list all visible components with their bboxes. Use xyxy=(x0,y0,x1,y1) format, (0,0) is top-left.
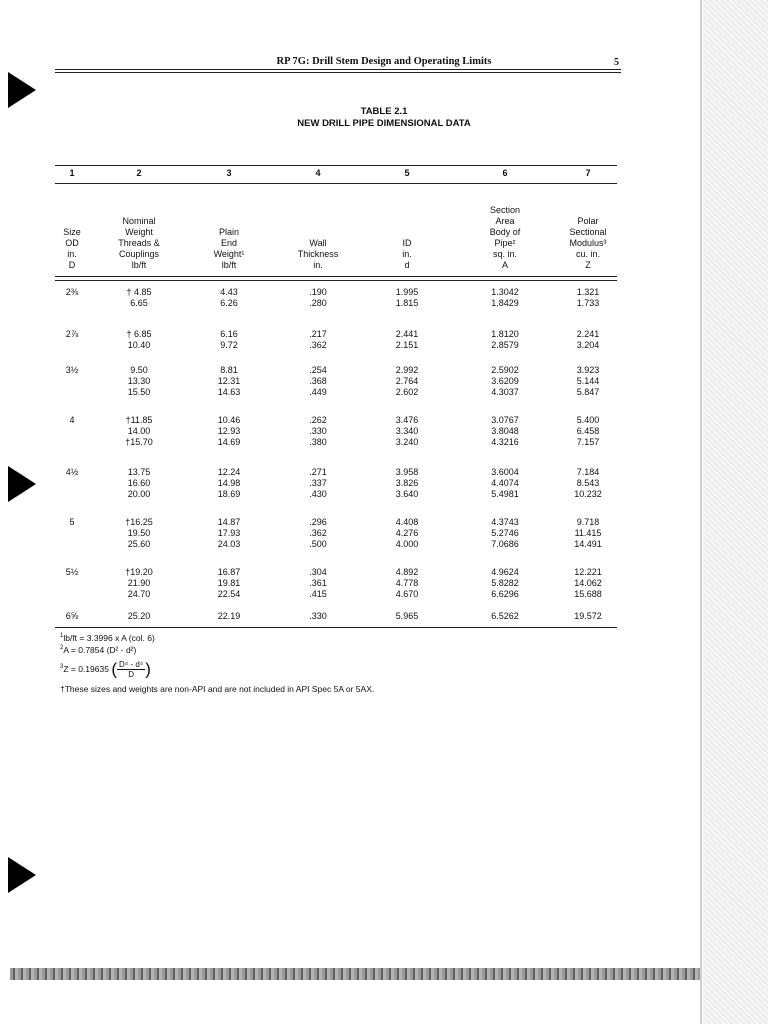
cell-value: .380 xyxy=(309,437,327,447)
header-line: Modulus³ xyxy=(569,238,607,248)
cell-value: 18.69 xyxy=(217,489,241,499)
cell-value: 14.98 xyxy=(217,478,241,488)
cell-value: 8.81 xyxy=(220,365,238,375)
cell-value: 12.24 xyxy=(217,467,241,477)
table-top-rule xyxy=(55,165,617,166)
formula-denominator: D xyxy=(128,670,134,679)
cell-plain-end-weight xyxy=(194,611,264,622)
cell-value: 6.458 xyxy=(576,426,600,436)
header-line: lb/ft xyxy=(221,260,237,270)
binder-hole-marker-bottom xyxy=(8,857,36,893)
cell-section-area xyxy=(465,517,545,550)
column-header-section-area xyxy=(465,195,545,271)
cell-value: † 6.85 xyxy=(126,329,152,339)
cell-value: .330 xyxy=(309,611,327,621)
cell-wall-thickness xyxy=(281,467,355,500)
cell-section-area xyxy=(465,611,545,622)
header-line: cu. in. xyxy=(575,249,600,259)
column-number-rule xyxy=(55,183,617,184)
cell-value: .262 xyxy=(309,415,327,425)
column-header-plain-end-weight xyxy=(194,195,264,271)
footnote-text: lb/ft = 3.3996 x A (col. 6) xyxy=(63,633,155,643)
cell-value: 7.184 xyxy=(576,467,600,477)
cell-value: 6.5262 xyxy=(491,611,519,621)
cell-size xyxy=(50,287,94,298)
cell-value: 4.3037 xyxy=(491,387,519,397)
header-bottom-rule xyxy=(55,276,617,277)
header-line: Wall xyxy=(309,238,327,248)
cell-value: 14.00 xyxy=(127,426,151,436)
header-line: in. xyxy=(313,260,323,270)
header-line: Weight¹ xyxy=(213,249,245,259)
cell-value: 2.8579 xyxy=(491,340,519,350)
cell-value: 4.9624 xyxy=(491,567,519,577)
cell-value: 1.8429 xyxy=(491,298,519,308)
cell-value: 12.31 xyxy=(217,376,241,386)
cell-value: 7.0686 xyxy=(491,539,519,549)
cell-value: 3½ xyxy=(65,365,79,375)
cell-value: .361 xyxy=(309,578,327,588)
cell-value: 6.26 xyxy=(220,298,238,308)
cell-value: .337 xyxy=(309,478,327,488)
cell-plain-end-weight xyxy=(194,415,264,448)
cell-id xyxy=(372,329,442,351)
header-line: lb/ft xyxy=(131,260,147,270)
cell-value: 4.000 xyxy=(395,539,419,549)
header-rule xyxy=(55,69,621,70)
cell-value: 22.54 xyxy=(217,589,241,599)
running-head: RP 7G: Drill Stem Design and Operating Limits xyxy=(276,56,492,67)
footnote-text: Z = 0.19635 xyxy=(63,663,109,674)
cell-section-area xyxy=(465,467,545,500)
cell-value: 11.415 xyxy=(574,528,602,538)
header-line: Couplings xyxy=(118,249,160,259)
cell-value: 8.543 xyxy=(576,478,600,488)
cell-plain-end-weight xyxy=(194,365,264,398)
cell-value: 4.408 xyxy=(395,517,419,527)
table-title xyxy=(0,106,768,130)
cell-value: †19.20 xyxy=(125,567,153,577)
formula-fraction xyxy=(117,660,145,679)
cell-value: .254 xyxy=(309,365,327,375)
footnote-mark: 1 xyxy=(60,633,64,640)
cell-value: 10.232 xyxy=(574,489,602,499)
cell-size xyxy=(50,611,94,622)
cell-nominal-weight xyxy=(102,567,176,600)
header-line: Pipe² xyxy=(494,238,516,248)
header-line: Area xyxy=(495,216,515,226)
cell-value: 3.8048 xyxy=(491,426,519,436)
cell-nominal-weight xyxy=(102,517,176,550)
cell-wall-thickness xyxy=(281,415,355,448)
cell-value: 3.923 xyxy=(576,365,600,375)
cell-nominal-weight xyxy=(102,415,176,448)
scan-margin-shading xyxy=(703,0,768,1024)
cell-value: 19.50 xyxy=(127,528,151,538)
header-line: D xyxy=(68,260,76,270)
cell-value: 4 xyxy=(69,415,75,425)
cell-value: 4½ xyxy=(65,467,79,477)
cell-id xyxy=(372,415,442,448)
cell-nominal-weight xyxy=(102,329,176,351)
footnote-dagger: †These sizes and weights are non-API and are not included in API Spec 5A or 5AX. xyxy=(60,684,375,694)
cell-value: 3.0767 xyxy=(491,415,519,425)
header-line: sq. in. xyxy=(492,249,517,259)
cell-value: 4.3743 xyxy=(491,517,519,527)
column-number: 3 xyxy=(226,168,232,178)
column-number: 7 xyxy=(585,168,591,178)
cell-value: 25.60 xyxy=(127,539,151,549)
cell-value: 15.50 xyxy=(127,387,151,397)
cell-value: 9.72 xyxy=(220,340,238,350)
cell-value: 19.572 xyxy=(574,611,602,621)
cell-value: 14.63 xyxy=(217,387,241,397)
table-bottom-rule xyxy=(55,627,617,628)
cell-size xyxy=(50,329,94,340)
header-line: Threads & xyxy=(118,238,160,248)
binder-hole-marker-middle xyxy=(8,466,36,502)
cell-polar-modulus xyxy=(548,611,628,622)
cell-value: 3.340 xyxy=(395,426,419,436)
cell-value: 16.60 xyxy=(127,478,151,488)
cell-value: 9.718 xyxy=(576,517,600,527)
cell-value: 14.062 xyxy=(574,578,602,588)
cell-value: 4.778 xyxy=(395,578,419,588)
cell-wall-thickness xyxy=(281,287,355,309)
cell-value: 3.6004 xyxy=(491,467,519,477)
cell-value: 13.75 xyxy=(127,467,151,477)
cell-value: .362 xyxy=(309,340,327,350)
cell-value: 2⅜ xyxy=(65,287,79,297)
column-header-nominal-weight xyxy=(102,195,176,271)
cell-value: 5½ xyxy=(65,567,79,577)
cell-value: 13.30 xyxy=(127,376,151,386)
binder-hole-marker-top xyxy=(8,72,36,108)
cell-id xyxy=(372,517,442,550)
cell-polar-modulus xyxy=(548,415,628,448)
cell-plain-end-weight xyxy=(194,567,264,600)
cell-nominal-weight xyxy=(102,467,176,500)
cell-value: 2.764 xyxy=(395,376,419,386)
header-line: Thickness xyxy=(297,249,339,259)
cell-value: 12.93 xyxy=(217,426,241,436)
cell-value: 9.50 xyxy=(130,365,148,375)
cell-wall-thickness xyxy=(281,517,355,550)
cell-value: .330 xyxy=(309,426,327,436)
cell-value: .362 xyxy=(309,528,327,538)
cell-value: 6⅝ xyxy=(65,611,79,621)
header-line: End xyxy=(220,238,237,248)
cell-value: 20.00 xyxy=(127,489,151,499)
cell-value: .304 xyxy=(309,567,327,577)
cell-value: .368 xyxy=(309,376,327,386)
cell-value: 1.815 xyxy=(395,298,419,308)
cell-value: 2.992 xyxy=(395,365,419,375)
column-number: 6 xyxy=(502,168,508,178)
cell-value: 5.847 xyxy=(576,387,600,397)
cell-value: 17.93 xyxy=(217,528,241,538)
cell-value: 4.3216 xyxy=(491,437,519,447)
header-line: Polar xyxy=(577,216,599,226)
cell-value: 1.733 xyxy=(576,298,600,308)
cell-value: 3.240 xyxy=(395,437,419,447)
column-header-polar-modulus xyxy=(548,195,628,271)
cell-value: †15.70 xyxy=(125,437,153,447)
cell-id xyxy=(372,365,442,398)
cell-size xyxy=(50,415,94,426)
footnote-text: A = 0.7854 (D² - d²) xyxy=(63,645,137,655)
cell-value: .217 xyxy=(309,329,327,339)
cell-section-area xyxy=(465,365,545,398)
cell-value: 4.670 xyxy=(395,589,419,599)
cell-value: 6.65 xyxy=(130,298,148,308)
cell-value: .415 xyxy=(309,589,327,599)
footnote-mark: 3 xyxy=(60,663,64,670)
cell-section-area xyxy=(465,567,545,600)
cell-value: 3.640 xyxy=(395,489,419,499)
cell-value: .430 xyxy=(309,489,327,499)
cell-value: 16.87 xyxy=(217,567,241,577)
cell-value: 3.826 xyxy=(395,478,419,488)
cell-value: .449 xyxy=(309,387,327,397)
cell-value: 7.157 xyxy=(576,437,600,447)
cell-value: 12.221 xyxy=(574,567,602,577)
header-line: A xyxy=(501,260,508,270)
column-header-id xyxy=(372,195,442,271)
cell-value: 3.958 xyxy=(395,467,419,477)
cell-polar-modulus xyxy=(548,517,628,550)
cell-value: 2⅞ xyxy=(65,329,79,339)
cell-value: 3.6209 xyxy=(491,376,519,386)
column-number: 1 xyxy=(69,168,75,178)
cell-value: 3.476 xyxy=(395,415,419,425)
cell-plain-end-weight xyxy=(194,467,264,500)
cell-value: 5.4981 xyxy=(491,489,519,499)
header-line: in. xyxy=(402,249,412,259)
cell-value: 4.4074 xyxy=(491,478,519,488)
cell-section-area xyxy=(465,415,545,448)
cell-size xyxy=(50,517,94,528)
cell-value: 21.90 xyxy=(127,578,151,588)
cell-value: 4.276 xyxy=(395,528,419,538)
cell-wall-thickness xyxy=(281,567,355,600)
cell-nominal-weight xyxy=(102,365,176,398)
cell-value: 14.69 xyxy=(217,437,241,447)
page-edge xyxy=(700,0,702,1024)
cell-value: 5.8282 xyxy=(491,578,519,588)
header-line: Size xyxy=(63,227,81,237)
cell-value: 4.43 xyxy=(220,287,238,297)
cell-value: 5.400 xyxy=(576,415,600,425)
cell-value: 6.6296 xyxy=(491,589,519,599)
cell-value: .190 xyxy=(309,287,327,297)
scan-bottom-edge xyxy=(10,968,700,980)
cell-value: 5.2746 xyxy=(491,528,519,538)
cell-nominal-weight xyxy=(102,287,176,309)
header-bottom-rule-second xyxy=(55,280,617,281)
cell-value: 2.441 xyxy=(395,329,419,339)
cell-value: 1.3042 xyxy=(491,287,519,297)
cell-value: 5.144 xyxy=(576,376,600,386)
header-rule-second xyxy=(55,72,621,73)
cell-value: 10.40 xyxy=(127,340,151,350)
cell-wall-thickness xyxy=(281,365,355,398)
footnotes xyxy=(60,632,374,695)
header-line: Body of xyxy=(489,227,521,237)
cell-value: 1.321 xyxy=(576,287,600,297)
column-header-size xyxy=(50,195,94,271)
table-number: TABLE 2.1 xyxy=(360,106,408,117)
cell-section-area xyxy=(465,287,545,309)
footnote-mark: 2 xyxy=(60,645,64,652)
header-line: in. xyxy=(67,249,77,259)
header-line: ID xyxy=(402,238,412,248)
column-number: 4 xyxy=(315,168,321,178)
header-line: Section xyxy=(489,205,521,215)
header-line: d xyxy=(404,260,410,270)
cell-value: 3.204 xyxy=(576,340,600,350)
cell-value: 10.46 xyxy=(217,415,241,425)
cell-polar-modulus xyxy=(548,567,628,600)
cell-size xyxy=(50,365,94,376)
cell-size xyxy=(50,567,94,578)
cell-size xyxy=(50,467,94,478)
cell-value: †11.85 xyxy=(125,415,153,425)
cell-value: 24.03 xyxy=(217,539,241,549)
cell-value: .280 xyxy=(309,298,327,308)
cell-value: 2.151 xyxy=(395,340,419,350)
cell-section-area xyxy=(465,329,545,351)
cell-value: 5.965 xyxy=(395,611,419,621)
header-line: Sectional xyxy=(569,227,607,237)
cell-value: 24.70 xyxy=(127,589,151,599)
cell-value: 1.8120 xyxy=(491,329,519,339)
cell-value: 14.87 xyxy=(217,517,241,527)
cell-value: 25.20 xyxy=(127,611,151,621)
column-header-wall-thickness xyxy=(281,195,355,271)
footnote-2 xyxy=(60,644,374,656)
cell-nominal-weight xyxy=(102,611,176,622)
cell-value: 2.602 xyxy=(395,387,419,397)
cell-value: .296 xyxy=(309,517,327,527)
cell-polar-modulus xyxy=(548,467,628,500)
cell-id xyxy=(372,611,442,622)
header-line: Nominal xyxy=(122,216,156,226)
cell-polar-modulus xyxy=(548,365,628,398)
header-line: Weight xyxy=(125,227,153,237)
footnote-3: $^3$Z = 0.19635 ( $\frac{\text{D⁴ - d⁴}}{D}$ ) xyxy=(60,659,151,679)
formula-numerator: D⁴ - d⁴ xyxy=(119,660,144,669)
page-number: 5 xyxy=(614,57,619,68)
cell-value: .271 xyxy=(309,467,327,477)
cell-value: †16.25 xyxy=(125,517,153,527)
table-caption: NEW DRILL PIPE DIMENSIONAL DATA xyxy=(297,118,471,129)
cell-wall-thickness xyxy=(281,329,355,351)
column-number: 5 xyxy=(404,168,410,178)
cell-value: 4.892 xyxy=(395,567,419,577)
cell-plain-end-weight xyxy=(194,329,264,351)
cell-value: 19.81 xyxy=(217,578,241,588)
cell-value: 2.241 xyxy=(576,329,600,339)
header-line: OD xyxy=(65,238,79,248)
cell-plain-end-weight xyxy=(194,287,264,309)
cell-id xyxy=(372,467,442,500)
cell-id xyxy=(372,567,442,600)
cell-id xyxy=(372,287,442,309)
column-number: 2 xyxy=(136,168,142,178)
header-line: Z xyxy=(585,260,591,270)
cell-polar-modulus xyxy=(548,329,628,351)
cell-value: 22.19 xyxy=(217,611,241,621)
cell-value: 2.5902 xyxy=(491,365,519,375)
cell-plain-end-weight xyxy=(194,517,264,550)
header-line: Plain xyxy=(218,227,239,237)
cell-value: .500 xyxy=(309,539,327,549)
cell-polar-modulus xyxy=(548,287,628,309)
cell-value: 15.688 xyxy=(574,589,602,599)
cell-value: 5 xyxy=(69,517,75,527)
cell-value: 14.491 xyxy=(574,539,602,549)
footnote-1 xyxy=(60,632,374,644)
cell-value: 1.995 xyxy=(395,287,419,297)
cell-value: † 4.85 xyxy=(126,287,152,297)
cell-wall-thickness xyxy=(281,611,355,622)
cell-value: 6.16 xyxy=(220,329,238,339)
